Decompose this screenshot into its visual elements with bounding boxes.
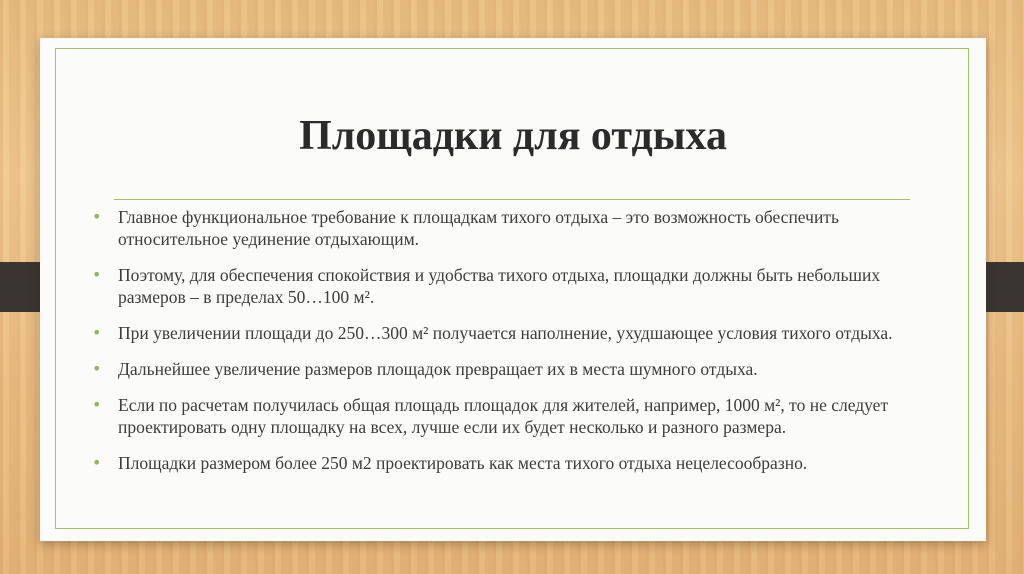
bullet-item-1 — [92, 206, 916, 250]
bullet-text-2: Поэтому, для обеспечения спокойствия и удобства тихого отдыха, площадки должны быть небольших размеров – в пределах 50…100 м². — [118, 265, 881, 307]
bullet-text-4: Дальнейшее увеличение размеров площадок превращает их в места шумного отдыха. — [118, 359, 758, 379]
bullet-text-5: Если по расчетам получилась общая площадь площадок для жителей, например, 1000 м², то не следует проектировать одну площадку на всех, лучше если их будет несколько и разного размера. — [118, 395, 889, 437]
bullet-icon: • — [92, 207, 102, 226]
bullet-item-3 — [92, 322, 916, 344]
bullet-item-2 — [92, 264, 916, 308]
bullet-item-4 — [92, 358, 916, 380]
bullet-icon: • — [92, 323, 102, 342]
bullet-text-6: Площадки размером более 250 м2 проектировать как места тихого отдыха нецелесообразно. — [118, 453, 808, 473]
bullet-list — [92, 206, 916, 488]
bullet-icon: • — [92, 395, 102, 414]
bullet-item-5 — [92, 394, 916, 438]
bullet-item-6 — [92, 452, 916, 474]
slide-title: Площадки для отдыха — [299, 113, 727, 159]
bullet-icon: • — [92, 265, 102, 284]
bullet-text-3: При увеличении площади до 250…300 м² получается наполнение, ухудшающее условия тихого отдыха. — [118, 323, 893, 343]
title-divider — [114, 199, 910, 200]
slide-card — [40, 38, 986, 541]
bullet-icon: • — [92, 359, 102, 378]
bullet-text-1: Главное функциональное требование к площадкам тихого отдыха – это возможность обеспечить относительное уединение отдыхающим. — [118, 207, 839, 249]
bullet-icon: • — [92, 453, 102, 472]
